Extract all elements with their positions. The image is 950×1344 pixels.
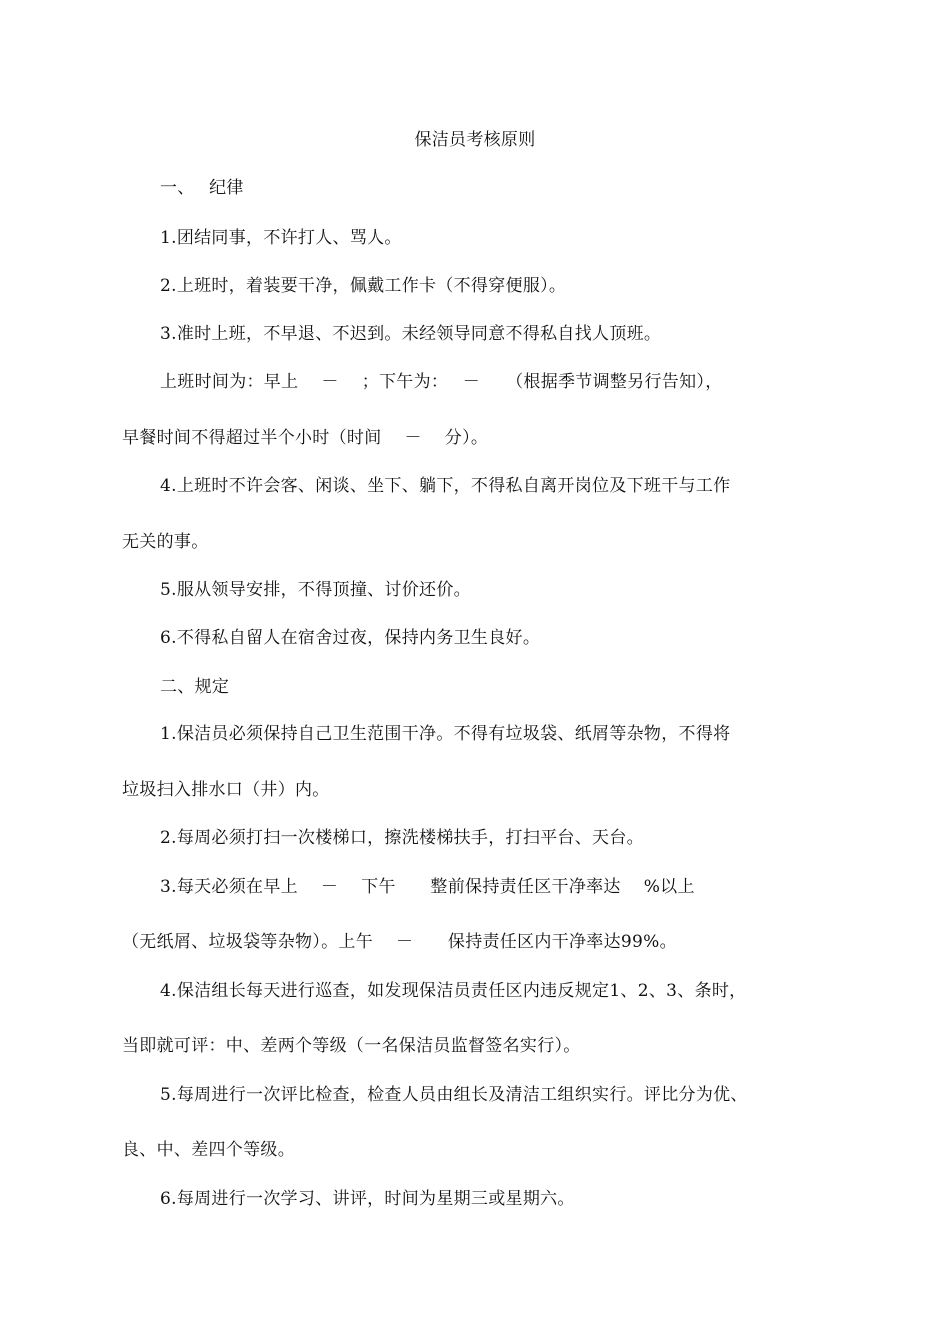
discipline-item-6: 6.不得私自留人在宿舍过夜，保持内务卫生良好。: [160, 628, 541, 648]
work-hours-line: 上班时间为：早上 － ；下午为： － （根据季节调整另行告知），: [160, 372, 723, 392]
rules-item-4-cont: 当即就可评：中、差两个等级（一名保洁员监督签名实行）。: [122, 1036, 581, 1056]
discipline-item-2: 2.上班时，着装要干净，佩戴工作卡（不得穿便服）。: [160, 276, 567, 296]
discipline-item-3: 3.准时上班，不早退、不迟到。未经领导同意不得私自找人顶班。: [160, 324, 662, 344]
section-heading-discipline: 一、 纪律: [160, 178, 244, 198]
rules-item-6: 6.每周进行一次学习、讲评，时间为星期三或星期六。: [160, 1189, 575, 1209]
rules-item-1-cont: 垃圾扫入排水口（井）内。: [122, 780, 330, 800]
page-title: 保洁员考核原则: [414, 130, 536, 150]
discipline-item-4: 4.上班时不许会客、闲谈、坐下、躺下，不得私自离开岗位及下班干与工作: [160, 476, 731, 496]
discipline-item-1: 1.团结同事，不许打人、骂人。: [160, 228, 402, 248]
rules-item-5-cont: 良、中、差四个等级。: [122, 1140, 295, 1160]
rules-item-2: 2.每周必须打扫一次楼梯口，擦洗楼梯扶手，打扫平台、天台。: [160, 828, 644, 848]
rules-item-1: 1.保洁员必须保持自己卫生范围干净。不得有垃圾袋、纸屑等杂物，不得将: [160, 724, 731, 744]
rules-item-3-cont: （无纸屑、垃圾袋等杂物）。上午 － 保持责任区内干净率达99%。: [122, 932, 677, 952]
rules-item-4: 4.保洁组长每天进行巡查，如发现保洁员责任区内违反规定1、2、3、条时，: [160, 981, 747, 1001]
discipline-item-5: 5.服从领导安排，不得顶撞、讨价还价。: [160, 580, 471, 600]
discipline-item-4-cont: 无关的事。: [122, 532, 209, 552]
section-heading-rules: 二、规定: [160, 677, 230, 697]
rules-item-5: 5.每周进行一次评比检查，检查人员由组长及清洁工组织实行。评比分为优、: [160, 1085, 748, 1105]
breakfast-time-line: 早餐时间不得超过半个小时（时间 － 分）。: [122, 428, 489, 448]
rules-item-3: 3.每天必须在早上 － 下午 整前保持责任区干净率达 %以上: [160, 877, 695, 897]
